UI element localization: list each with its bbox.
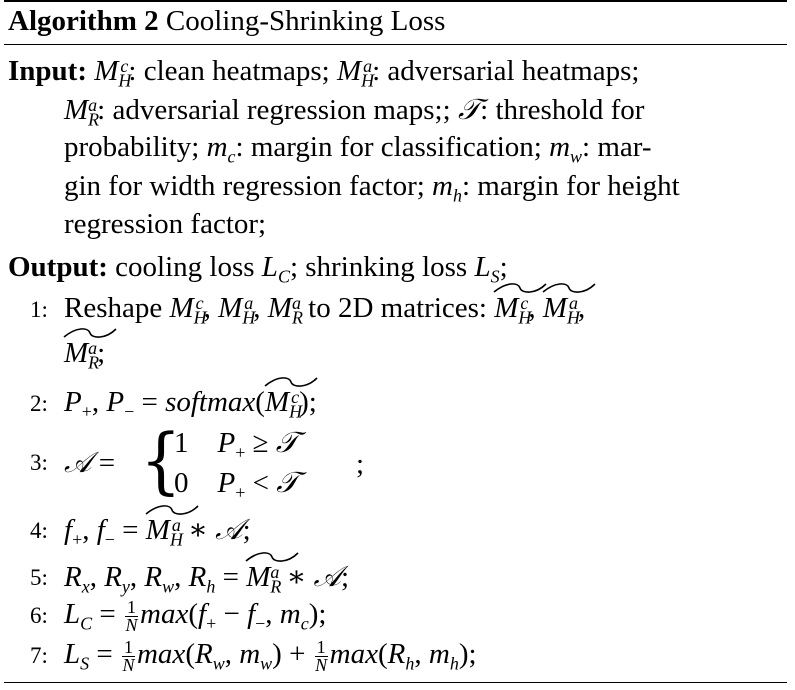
- step-number-2: 2:: [30, 391, 48, 416]
- case-1: 1 $P_+$ ≥ 𝒯: [174, 425, 298, 463]
- title-rule: [4, 44, 787, 45]
- step-6: $L_C$ = $\frac{1}{N}$ $\max(f_+ - f_-$, $m_c$);: [64, 596, 327, 635]
- bottom-rule: [4, 682, 787, 683]
- input-line-2: $M_R^a$: adversarial regression maps;; 𝒯: threshold for: [64, 92, 645, 130]
- input-line-4: gin for width regression factor; $m_h$: margin for height: [64, 170, 680, 206]
- step-3-lhs: 𝒜 =: [64, 445, 116, 479]
- input-label: Input:: [8, 55, 87, 87]
- step-3-end: ;: [356, 448, 365, 480]
- output-line: Output: cooling loss $L_C$; shrinking loss $L_S$;: [8, 251, 508, 287]
- step-number-1: 1:: [30, 297, 48, 322]
- step-number-6: 6:: [30, 603, 48, 628]
- step-1: Reshape $M_H^c$, $M_H^a$, $M_R^a$ to 2D matrices: $M_H^c$, $M_H^a$,: [64, 292, 585, 324]
- cases-brace: {: [140, 418, 182, 502]
- step-4: $f_+$, $f_-$ = $M_H^a$ ∗ 𝒜;: [64, 513, 251, 546]
- input-line-3: probability; $m_c$: margin for classification; $m_w$: mar-: [64, 131, 652, 167]
- step-2: $P_+$, $P_-$ = softmax( $M_H^c$);: [64, 386, 317, 418]
- step-number-5: 5:: [30, 565, 48, 590]
- step-number-4: 4:: [30, 518, 48, 543]
- step-number-3: 3:: [30, 450, 48, 475]
- step-5: $R_x$, $R_y$, $R_w$, $R_h$ = $M_R^a$ ∗ 𝒜;: [64, 560, 349, 593]
- algorithm-title: [8, 5, 445, 37]
- input-line-5: regression factor;: [64, 208, 267, 240]
- step-1-cont: $M_R^a$;: [64, 337, 105, 369]
- input-line-1: Input: $M_H^c$: clean heatmaps; $M_H^a$: adversarial heatmaps;: [8, 55, 640, 91]
- case-2: 0 $P_+$ < 𝒯: [174, 465, 299, 503]
- algorithm-name: Cooling-Shrinking Loss: [165, 5, 446, 37]
- top-rule: [4, 0, 787, 2]
- step-7: $L_S$ = $\frac{1}{N}$ $\max(R_w$, $m_w$) + $\frac{1}{N}$ $\max(R_h$, $m_h$);: [64, 636, 477, 675]
- algorithm-label: Algorithm 2: [8, 5, 159, 37]
- step-number-7: 7:: [30, 643, 48, 668]
- output-label: Output:: [8, 251, 108, 283]
